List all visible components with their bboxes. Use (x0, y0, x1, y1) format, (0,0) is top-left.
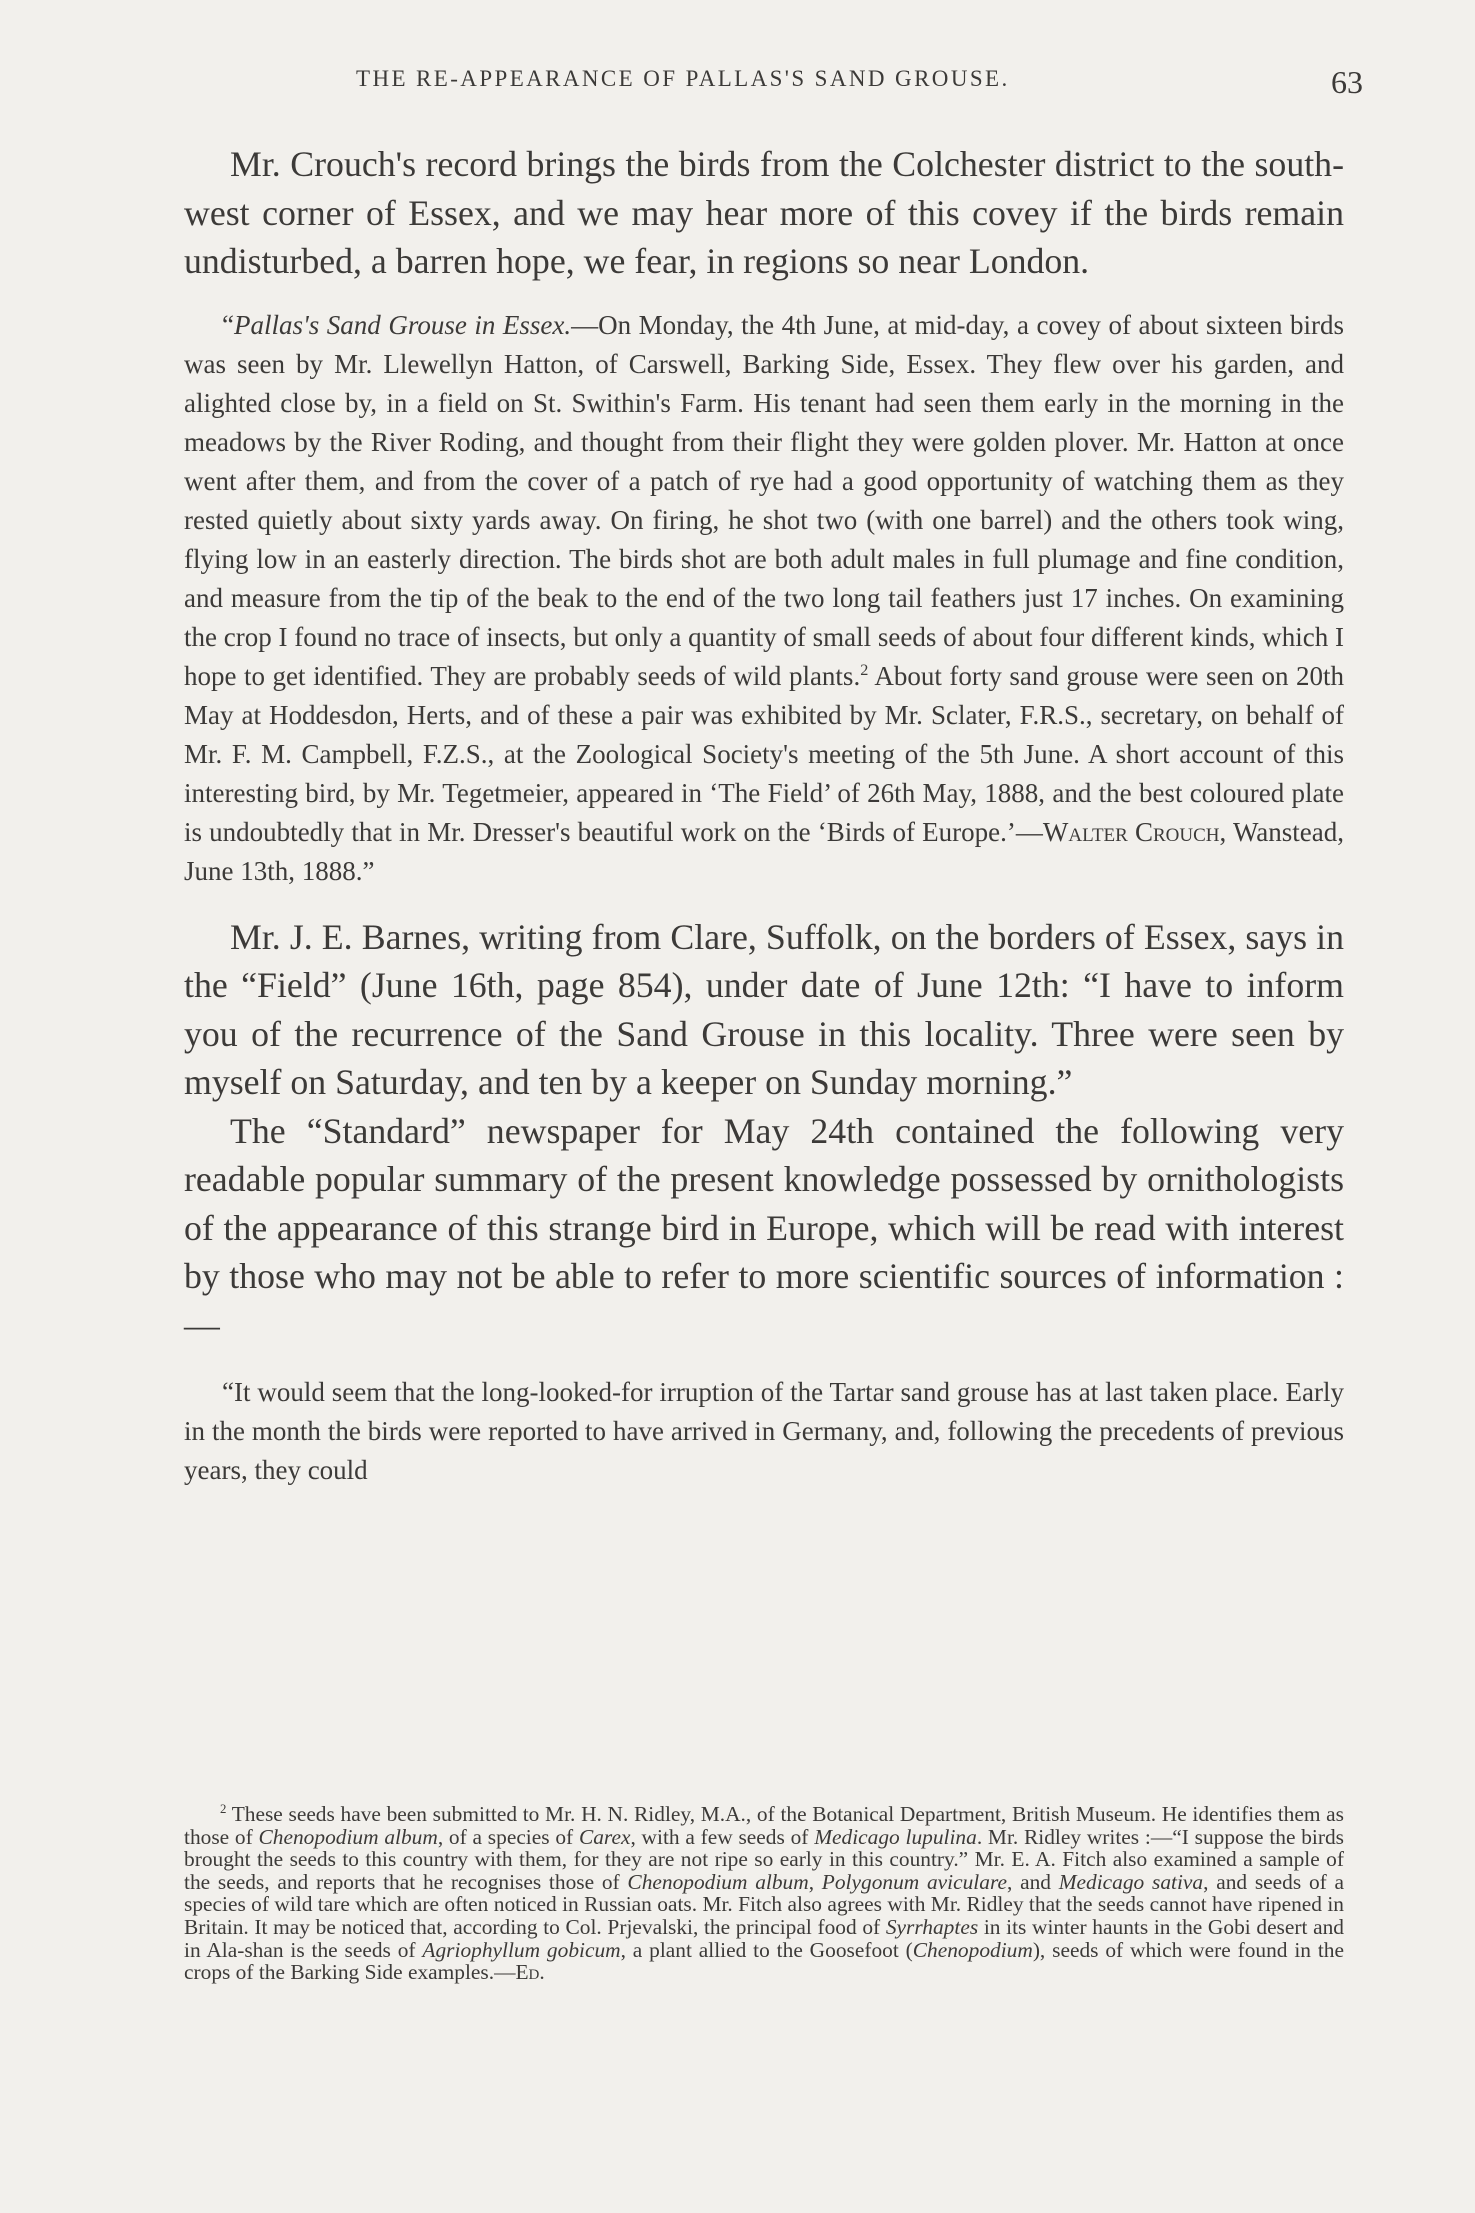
quote-standard-article: “It would seem that the long-looked-for irruption of the Tartar sand grouse has at last taken place. Early in the month the birds were reported to have arrived in Germany, and, following the precedents of previous years, they could (184, 1377, 1344, 1485)
species-name: Agriophyllum gobicum (422, 1937, 621, 1962)
footnote-reference: 2 (860, 660, 869, 679)
footnote-text: . Mr. Ridley writes :—“I suppose the birds brought the seeds to this country with them, for they are not ripe so early in this country.” Mr. E. A. Fitch also examined a sample of the seeds, and reports that he recognises those of (184, 1824, 1345, 1894)
body-text (184, 140, 1344, 1490)
quote-title: Pallas's Sand Grouse in Essex. (233, 309, 572, 340)
footnote-text: These seeds have been submitted to Mr. H. N. Ridley, M.A., of the Botanical Department, British Museum. He identifies them as those of (184, 1802, 1344, 1849)
species-name: Medicago lupulina (814, 1824, 977, 1849)
quote-signature: Walter Crouch (1042, 816, 1220, 847)
footnote-text: , (808, 1869, 822, 1894)
footnote-text: . (539, 1960, 545, 1985)
footnote-text: in its winter haunts in the Gobi desert and in Ala-shan is the seeds of (184, 1914, 1344, 1962)
species-name: Chenopodium album (627, 1869, 809, 1894)
species-name: Chenopodium (912, 1937, 1033, 1962)
footnote-text: , and (1006, 1869, 1059, 1894)
species-name: Chenopodium album (258, 1824, 438, 1849)
quote-open-mark: “ (222, 309, 234, 340)
quote-closing: , Wanstead, June 13th, 1888.” (184, 816, 1345, 886)
species-name: Medicago sativa (1058, 1869, 1204, 1894)
footnote-mark: 2 (220, 1801, 227, 1816)
editor-signature: Ed (515, 1960, 540, 1985)
footnote-text: , a plant allied to the Goosefoot ( (620, 1937, 913, 1962)
quote-text-part-2: About forty sand grouse were seen on 20th May at Hoddesdon, Herts, and of these a pair was exhibited by Mr. Sclater, F.R.S., secretary, on behalf of Mr. F. M. Campbell, F.Z.S., at the Zoological Society's meeting of the 5th June. A short account of this interesting bird, by Mr. Tegetmeier, appeared in ‘The Field’ of 26th May, 1888, and the best coloured plate is undoubtedly that in Mr. Dresser's beautiful work on the ‘Birds of Europe.’— (184, 660, 1344, 847)
running-head (188, 66, 1363, 106)
page-number: 63 (1331, 64, 1363, 100)
quote-pallas-sand-grouse-in-essex (184, 306, 1344, 891)
species-name: Polygonum aviculare (821, 1869, 1007, 1894)
footnote-text: , with a few seeds of (630, 1824, 815, 1849)
running-title: THE RE-APPEARANCE OF PALLAS'S SAND GROUSE. (356, 66, 1010, 91)
footnote-text: ), seeds of which were found in the crops of the Barking Side examples.— (184, 1937, 1344, 1985)
footnote-text: , of a species of (437, 1824, 579, 1849)
quote-text-part-1: —On Monday, the 4th June, at mid-day, a covey of about sixteen birds was seen by Mr. Llewellyn Hatton, of Carswell, Barking Side, Essex. They flew over his garden, and alighted close by, in a field on St. Swithin's Farm. His tenant had seen them early in the morning in the meadows by the River Roding, and thought from their flight they were golden plover. Mr. Hatton at once went after them, and from the cover of a patch of rye had a good opportunity of watching them as they rested quietly about sixty yards away. On firing, he shot two (with one barrel) and the others took wing, flying low in an easterly direction. The birds shot are both adult males in full plumage and fine condition, and measure from the tip of the beak to the end of the two long tail feathers just 17 inches. On examining the crop I found no trace of insects, but only a quantity of small seeds of about four different kinds, which I hope to get identified. They are probably seeds of wild plants. (184, 309, 1344, 691)
paragraph-barnes: Mr. J. E. Barnes, writing from Clare, Suffolk, on the borders of Essex, says in the “Field” (June 16th, page 854), under date of June 12th: “I have to inform you of the recurrence of the Sand Grouse in this locality. Three were seen by myself on Saturday, and ten by a keeper on Sunday morning.” (184, 916, 1344, 1102)
species-name: Syrrhaptes (885, 1914, 979, 1939)
paragraph-crouch-record: Mr. Crouch's record brings the birds from the Colchester district to the south-west corner of Essex, and we may hear more of this covey if the birds remain undisturbed, a barren hope, we fear, in regions so near London. (184, 144, 1344, 281)
species-name: Carex (578, 1824, 631, 1849)
footnote-2 (184, 1803, 1344, 1984)
paragraph-standard-newspaper: The “Standard” newspaper for May 24th contained the following very readable popular summary of the present knowledge possessed by ornithologists of the appearance of this strange bird in Europe, which will be read with interest by those who may not be able to refer to more scientific sources of information :— (184, 1110, 1344, 1345)
footnote-text: , and seeds of a species of wild tare which are often noticed in Russian oats. Mr. Fitch also agrees with Mr. Ridley that the seeds cannot have ripened in Britain. It may be noticed that, according to Col. Prjevalski, the principal food of (184, 1869, 1345, 1939)
